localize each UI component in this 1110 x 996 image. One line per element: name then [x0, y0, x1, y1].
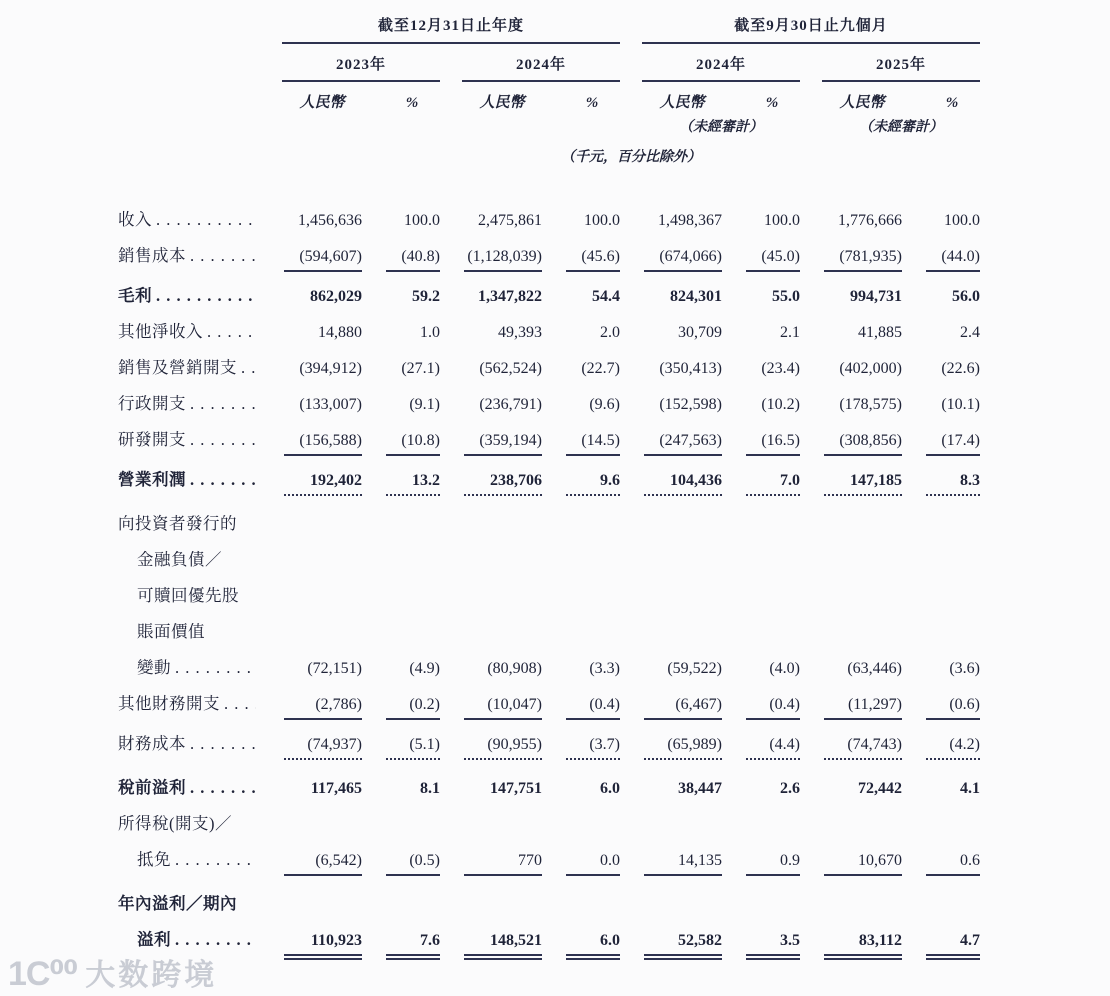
value-cell: (74,937)	[282, 736, 362, 760]
value-cell: 1,498,367	[658, 212, 722, 229]
dot-leader	[207, 322, 256, 342]
value-cell: (674,066)	[642, 248, 722, 272]
unaudited-note: （未經審計）	[859, 120, 943, 135]
table-row	[118, 774, 984, 810]
dot-leader	[190, 246, 256, 266]
dot-leader	[224, 694, 256, 714]
table-row	[118, 926, 984, 962]
value-cell: (22.7)	[581, 360, 620, 377]
value-cell: (10.1)	[941, 396, 980, 413]
value-cell: 6.0	[564, 932, 620, 960]
value-cell: 147,185	[822, 472, 902, 496]
value-cell: (63,446)	[847, 660, 902, 677]
value-cell: (156,588)	[282, 432, 362, 456]
value-cell: 72,442	[858, 780, 902, 797]
value-cell: (74,743)	[822, 736, 902, 760]
currency-header: 人民幣	[479, 95, 525, 111]
value-cell: 41,885	[858, 324, 902, 341]
value-cell: 49,393	[498, 324, 542, 341]
row-label: 銷售成本 . . .	[118, 242, 260, 266]
row-label: 銷售及營銷開支 . . .	[118, 354, 260, 378]
row-label: 毛利 . . .	[118, 282, 260, 306]
value-cell: 148,521	[462, 932, 542, 960]
value-cell: 110,923	[282, 932, 362, 960]
value-cell: (133,007)	[299, 396, 362, 413]
value-cell: (178,575)	[839, 396, 902, 413]
dot-leader	[190, 394, 256, 414]
table-body	[118, 206, 984, 962]
value-cell: (6,542)	[282, 852, 362, 876]
value-cell: 238,706	[462, 472, 542, 496]
value-cell: 2.0	[600, 324, 620, 341]
period-group-row	[118, 14, 984, 44]
value-cell: 9.6	[564, 472, 620, 496]
value-cell: (44.0)	[924, 248, 980, 272]
row-label: 收入 . . .	[118, 206, 260, 230]
dot-leader	[190, 470, 256, 490]
value-cell: 100.0	[944, 212, 980, 229]
value-cell: 1,347,822	[478, 288, 542, 305]
value-cell: 0.9	[744, 852, 800, 876]
currency-header: 人民幣	[299, 95, 345, 111]
value-cell: 117,465	[310, 780, 362, 797]
unit-note: （千元，百分比除外）	[561, 150, 701, 165]
value-cell: (65,989)	[642, 736, 722, 760]
value-cell: (0.4)	[564, 696, 620, 720]
value-cell: 824,301	[670, 288, 722, 305]
value-cell: (1,128,039)	[462, 248, 542, 272]
value-cell: 2,475,861	[478, 212, 542, 229]
value-cell: 0.6	[924, 852, 980, 876]
unit-note-row	[118, 146, 984, 166]
dot-leader	[175, 850, 256, 870]
dot-leader	[175, 658, 256, 678]
table-row	[118, 618, 984, 654]
value-cell: (0.5)	[384, 852, 440, 876]
table-row	[118, 354, 984, 390]
value-cell: 14,880	[318, 324, 362, 341]
watermark	[8, 950, 217, 994]
row-label: 行政開支 . . .	[118, 390, 260, 414]
row-label: 其他財務開支 . . .	[118, 690, 260, 714]
value-cell: (236,791)	[479, 396, 542, 413]
value-cell: 3.5	[744, 932, 800, 960]
value-cell: (80,908)	[487, 660, 542, 677]
dot-leader	[190, 430, 256, 450]
table-row	[118, 546, 984, 582]
row-label: 稅前溢利 . . .	[118, 774, 260, 798]
value-cell: 6.0	[600, 780, 620, 797]
value-cell: (45.0)	[744, 248, 800, 272]
row-label: 變動 . . .	[118, 654, 260, 678]
value-cell: (3.7)	[564, 736, 620, 760]
value-cell: (5.1)	[384, 736, 440, 760]
value-cell: (4.4)	[744, 736, 800, 760]
row-label: 研發開支 . . .	[118, 426, 260, 450]
value-cell: (59,522)	[667, 660, 722, 677]
value-cell: (0.2)	[384, 696, 440, 720]
value-cell: (27.1)	[401, 360, 440, 377]
row-label: 財務成本 . . .	[118, 730, 260, 754]
watermark-logo-icon: 1C⁰⁰	[8, 955, 78, 993]
value-cell: (45.6)	[564, 248, 620, 272]
percent-header: %	[585, 95, 599, 111]
row-label: 溢利 . . .	[118, 926, 260, 950]
value-cell: 30,709	[678, 324, 722, 341]
value-cell: (594,607)	[282, 248, 362, 272]
table-row	[118, 846, 984, 882]
value-cell: 100.0	[584, 212, 620, 229]
percent-header: %	[765, 95, 779, 111]
value-cell: (0.4)	[744, 696, 800, 720]
year-header: 2023年	[282, 53, 440, 82]
table-row	[118, 242, 984, 278]
value-cell: 55.0	[772, 288, 800, 305]
year-row	[118, 44, 984, 82]
value-cell: (562,524)	[479, 360, 542, 377]
value-cell: (152,598)	[659, 396, 722, 413]
value-cell: 59.2	[412, 288, 440, 305]
value-cell: 1.0	[420, 324, 440, 341]
table-row	[118, 282, 984, 318]
value-cell: (3.6)	[949, 660, 980, 677]
value-cell: (9.6)	[589, 396, 620, 413]
value-cell: (90,955)	[462, 736, 542, 760]
value-cell: 2.4	[960, 324, 980, 341]
table-row	[118, 318, 984, 354]
value-cell: (781,935)	[822, 248, 902, 272]
value-cell: 13.2	[384, 472, 440, 496]
table-row	[118, 510, 984, 546]
value-cell: (11,297)	[822, 696, 902, 720]
row-label: 向投資者發行的	[118, 514, 237, 533]
percent-header: %	[405, 95, 419, 111]
value-cell: (40.8)	[384, 248, 440, 272]
value-cell: 54.4	[592, 288, 620, 305]
dot-leader	[190, 778, 256, 798]
dot-leader	[190, 734, 256, 754]
value-cell: (3.3)	[589, 660, 620, 677]
value-cell: 8.3	[924, 472, 980, 496]
table-row	[118, 582, 984, 618]
table-header	[118, 14, 984, 166]
dot-leader	[175, 930, 256, 950]
value-cell: 1,776,666	[838, 212, 902, 229]
value-cell: 994,731	[850, 288, 902, 305]
year-header: 2025年	[822, 53, 980, 82]
value-cell: (247,563)	[642, 432, 722, 456]
row-label: 所得稅(開支)／	[118, 814, 232, 833]
dot-leader	[156, 286, 256, 306]
value-cell: (23.4)	[761, 360, 800, 377]
watermark-text: 大数跨境	[85, 959, 218, 992]
table-row	[118, 426, 984, 462]
percent-header: %	[945, 95, 959, 111]
value-cell: 1,456,636	[298, 212, 362, 229]
value-cell: 10,670	[822, 852, 902, 876]
value-cell: 0.0	[564, 852, 620, 876]
value-cell: (10.8)	[384, 432, 440, 456]
currency-header: 人民幣	[839, 95, 885, 111]
value-cell: (16.5)	[744, 432, 800, 456]
table-row	[118, 206, 984, 242]
dot-leader	[241, 358, 256, 378]
value-cell: (359,194)	[462, 432, 542, 456]
unaudited-note: （未經審計）	[679, 120, 763, 135]
table-row	[118, 390, 984, 426]
value-cell: (0.6)	[924, 696, 980, 720]
row-label: 賬面價值	[137, 622, 205, 641]
value-cell: (350,413)	[659, 360, 722, 377]
value-cell: 8.1	[420, 780, 440, 797]
row-label: 營業利潤 . . .	[118, 466, 260, 490]
value-cell: 862,029	[310, 288, 362, 305]
value-cell: 2.1	[780, 324, 800, 341]
value-cell: 2.6	[780, 780, 800, 797]
value-cell: 4.7	[924, 932, 980, 960]
period-group-title: 截至9月30日止九個月	[642, 14, 980, 44]
value-cell: (308,856)	[822, 432, 902, 456]
value-cell: 770	[462, 852, 542, 876]
value-cell: (14.5)	[564, 432, 620, 456]
sub-header-row	[118, 91, 984, 112]
value-cell: (10,047)	[462, 696, 542, 720]
value-cell: 100.0	[764, 212, 800, 229]
value-cell: 7.0	[744, 472, 800, 496]
row-label: 金融負債／	[137, 550, 222, 569]
year-header: 2024年	[462, 53, 620, 82]
value-cell: (6,467)	[642, 696, 722, 720]
currency-header: 人民幣	[659, 95, 705, 111]
year-header: 2024年	[642, 53, 800, 82]
value-cell: 104,436	[642, 472, 722, 496]
value-cell: (2,786)	[282, 696, 362, 720]
value-cell: (9.1)	[409, 396, 440, 413]
financial-table	[118, 14, 984, 962]
value-cell: 147,751	[490, 780, 542, 797]
value-cell: (17.4)	[924, 432, 980, 456]
value-cell: (4.2)	[924, 736, 980, 760]
table-row	[118, 810, 984, 846]
table-row	[118, 466, 984, 502]
value-cell: 192,402	[282, 472, 362, 496]
unaudited-row	[118, 116, 984, 136]
table-row	[118, 690, 984, 726]
value-cell: (10.2)	[761, 396, 800, 413]
value-cell: 56.0	[952, 288, 980, 305]
value-cell: (72,151)	[307, 660, 362, 677]
value-cell: 52,582	[642, 932, 722, 960]
row-label: 年內溢利／期內	[118, 894, 237, 913]
period-group-title: 截至12月31日止年度	[282, 14, 620, 44]
value-cell: 38,447	[678, 780, 722, 797]
table-row	[118, 654, 984, 690]
table-row	[118, 890, 984, 926]
value-cell: (394,912)	[299, 360, 362, 377]
value-cell: (4.9)	[409, 660, 440, 677]
value-cell: 100.0	[404, 212, 440, 229]
value-cell: 14,135	[642, 852, 722, 876]
row-label: 可贖回優先股	[137, 586, 239, 605]
value-cell: 7.6	[384, 932, 440, 960]
value-cell: (22.6)	[941, 360, 980, 377]
row-label: 抵免 . . .	[118, 846, 260, 870]
value-cell: 83,112	[822, 932, 902, 960]
value-cell: (4.0)	[769, 660, 800, 677]
dot-leader	[156, 210, 256, 230]
value-cell: 4.1	[960, 780, 980, 797]
value-cell: (402,000)	[839, 360, 902, 377]
table-row	[118, 730, 984, 766]
row-label: 其他淨收入 . . .	[118, 318, 260, 342]
